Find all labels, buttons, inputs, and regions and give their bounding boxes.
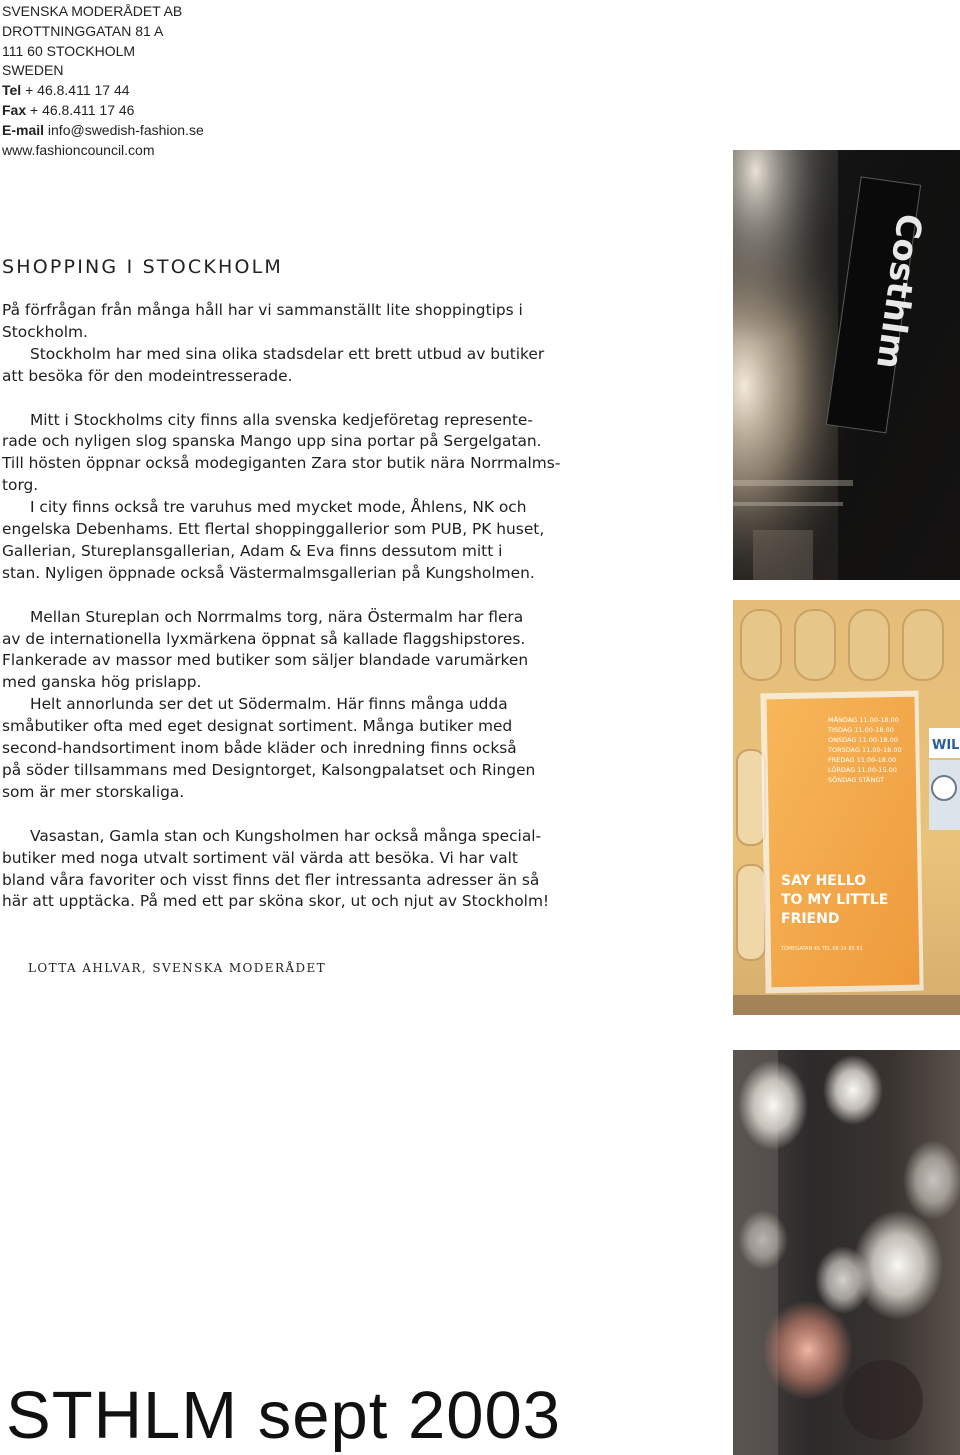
paragraph: [2, 607, 682, 804]
poster-slogan-line: FRIEND: [781, 911, 840, 927]
tel-value: + 46.8.411 17 44: [25, 82, 130, 99]
email-line: [2, 121, 204, 141]
text-line: Mitt i Stockholms city finns alla svenska kedjeföretag represente-: [30, 410, 533, 429]
text-line: engelska Debenhams. Ett flertal shoppinggallerior som PUB, PK huset,: [2, 520, 545, 539]
text-line: småbutiker ofta med eget designat sortiment. Många butiker med: [2, 717, 513, 736]
poster-small-print: TOMEGATAN 45 TEL 08-14 85 81: [781, 946, 863, 952]
country: SWEDEN: [2, 62, 64, 79]
text-line: stan. Nyligen öppnade också Västermalmsgallerian på Kungsholmen.: [2, 563, 535, 582]
text-line: som är mer storskaliga.: [2, 782, 185, 801]
footer-title: STHLM sept 2003: [6, 1378, 561, 1453]
text-line: bland våra favoriter och visst finns det fler intressanta adresser än så: [2, 870, 540, 889]
tel-line: [2, 81, 204, 101]
sign-lettering: Costhlm: [867, 211, 930, 372]
paragraph: [2, 826, 682, 914]
tel-label: Tel: [2, 82, 22, 99]
text-line: Gallerian, Stureplansgallerian, Adam & Eva finns dessutom mitt i: [2, 541, 503, 560]
poster-slogan-line: SAY HELLO: [781, 873, 867, 889]
text-line: av de internationella lyxmärkena öppnat så kallade flaggshipstores.: [2, 629, 526, 648]
photo-shop-window: [733, 600, 960, 1015]
text-line: Mellan Stureplan och Norrmalms torg, nära Östermalm har flera: [30, 607, 524, 626]
paragraph: [2, 300, 682, 388]
photo-blurry-interior: [733, 1050, 960, 1455]
poster-hours-line: ONSDAG 11.00-18.00: [828, 736, 898, 744]
text-line: på söder tillsammans med Designtorget, Kalsongpalatset och Ringen: [2, 761, 536, 779]
photo-street-sign: [733, 150, 960, 580]
article-body: [2, 300, 682, 935]
text-line: Stockholm har med sina olika stadsdelar ett brett utbud av butiker: [30, 344, 545, 363]
fax-line: [2, 101, 204, 121]
text-line: Flankerade av massor med butiker som säljer blandade varumärken: [2, 651, 529, 670]
text-line: med ganska hög prislapp.: [2, 673, 202, 692]
text-line: torg.: [2, 476, 39, 495]
article-heading: SHOPPING I STOCKHOLM: [2, 256, 284, 278]
fax-value: + 46.8.411 17 46: [30, 101, 135, 118]
text-line: här att upptäcka. På med ett par sköna skor, ut och njut av Stockholm!: [2, 892, 550, 911]
text-line: Vasastan, Gamla stan och Kungsholmen har också många special-: [30, 826, 542, 845]
text-line: rade och nyligen slog spanska Mango upp sina portar på Sergelgatan.: [2, 432, 542, 451]
postal-address: 111 60 STOCKHOLM: [2, 42, 136, 59]
contact-block: [2, 2, 204, 160]
poster-hours-line: LÖRDAG 11.00-15.00: [828, 766, 897, 774]
side-sign-text: WIL: [932, 738, 960, 753]
poster-hours-line: TISDAG 11.00-18.00: [828, 726, 894, 734]
text-line: På förfrågan från många håll har vi sammanställt lite shoppingtips i: [2, 301, 523, 319]
poster-slogan-line: TO MY LITTLE: [781, 892, 889, 908]
email-label: E-mail: [2, 121, 45, 138]
text-line: I city finns också tre varuhus med mycket mode, Åhlens, NK och: [30, 498, 527, 517]
poster-hours-line: FREDAG 11.00-18.00: [828, 756, 897, 764]
email-link[interactable]: info@swedish-fashion.se: [47, 121, 204, 138]
text-line: Stockholm.: [2, 322, 88, 341]
org-name: SVENSKA MODERÅDET AB: [2, 3, 183, 19]
poster-hours-line: TORSDAG 11.00-18.00: [828, 746, 902, 754]
paragraph: [2, 410, 682, 585]
fax-label: Fax: [2, 101, 27, 118]
author-signature: LOTTA AHLVAR, SVENSKA MODERÅDET: [28, 961, 327, 975]
text-line: att besöka för den modeintresserade.: [2, 366, 293, 385]
text-line: butiker med noga utvalt sortiment väl värda att besöka. Vi har valt: [2, 848, 518, 867]
poster-hours-line: SÖNDAG STÄNGT: [828, 776, 885, 784]
website-link[interactable]: www.fashioncouncil.com: [2, 141, 155, 158]
street-address: DROTTNINGGATAN 81 A: [2, 22, 164, 39]
poster-hours-line: MÅNDAG 11.00-18.00: [828, 716, 899, 724]
text-line: Helt annorlunda ser det ut Södermalm. Här finns många udda: [30, 695, 508, 714]
text-line: second-handsortiment inom både kläder och inredning finns också: [2, 739, 517, 758]
text-line: Till hösten öppnar också modegiganten Zara stor butik nära Norrmalms-: [2, 454, 561, 473]
